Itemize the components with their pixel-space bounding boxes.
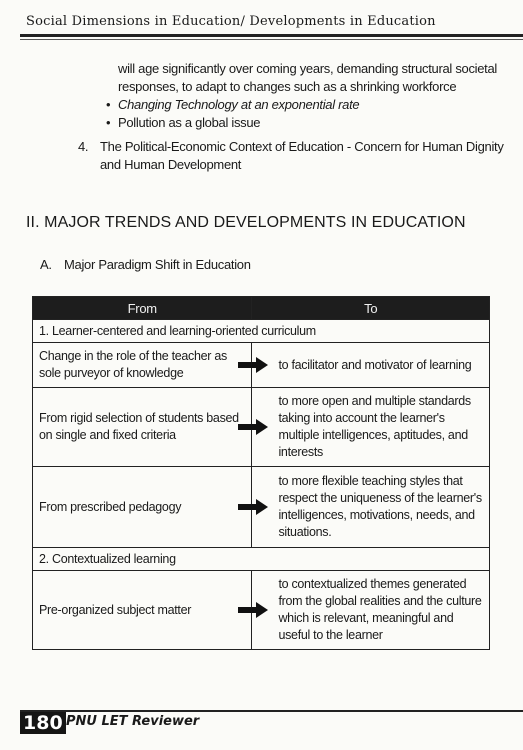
header-rule [20,34,523,37]
to-text: to facilitator and motivator of learning [278,357,472,372]
book-title: PNU LET Reviewer [66,714,200,729]
running-header: Social Dimensions in Education/ Developments in Education [26,14,436,29]
subheading-text: Major Paradigm Shift in Education [64,257,251,272]
table-row [33,388,490,467]
to-text: to more flexible teaching styles that respect the uniqueness of the learner's intelligences, motivations, needs, and situations. [278,474,482,539]
column-header-from: From [33,297,252,320]
section-heading: II. MAJOR TRENDS AND DEVELOPMENTS IN EDUCATION [26,214,466,231]
continuation-paragraph: will age significantly over coming years, demanding structural societal responses, to adapt to changes such as a shrinking workforce [118,61,497,94]
column-header-to: To [252,297,490,320]
item-number: 4. [78,139,89,154]
header-rule-thin [20,39,523,40]
arrow-right-icon [238,357,268,373]
arrow-right-icon [238,499,268,515]
list-item [106,114,506,132]
to-cell [252,343,490,388]
table-header-row [33,297,490,320]
arrow-right-icon [238,419,268,435]
subheading-letter: A. [40,257,52,272]
arrow-right-icon [238,602,268,618]
table-row [33,571,490,650]
bullet-list [106,96,506,132]
from-cell: Change in the role of the teacher as sole purveyor of knowledge [33,343,252,388]
page-number: 180 [20,712,66,734]
bullet-text: Pollution as a global issue [118,115,261,130]
bullet-icon: • [106,97,111,112]
numbered-item-4 [78,138,518,174]
group-row [33,548,490,571]
list-item [106,96,506,114]
table-row [33,343,490,388]
from-cell: Pre-organized subject matter [33,571,252,650]
bullet-text: Changing Technology at an exponential rate [118,97,360,112]
to-text: to more open and multiple standards taking into account the learner's multiple intelligences, aptitudes, and interests [278,394,471,459]
footer-rule [20,710,523,712]
to-cell [252,388,490,467]
item-text: The Political-Economic Context of Education - Concern for Human Dignity and Human Development [100,139,504,172]
from-cell: From prescribed pedagogy [33,467,252,548]
subheading [40,256,251,274]
group-row [33,320,490,343]
to-cell [252,571,490,650]
to-cell [252,467,490,548]
from-cell: From rigid selection of students based on single and fixed criteria [33,388,252,467]
group-label: 2. Contextualized learning [33,548,490,571]
group-label: 1. Learner-centered and learning-oriented curriculum [33,320,490,343]
to-text: to contextualized themes generated from the global realities and the culture which is relevant, meaningful and useful to the learner [278,577,482,642]
bullet-icon: • [106,115,111,130]
table-row [33,467,490,548]
paradigm-shift-table [32,296,490,650]
